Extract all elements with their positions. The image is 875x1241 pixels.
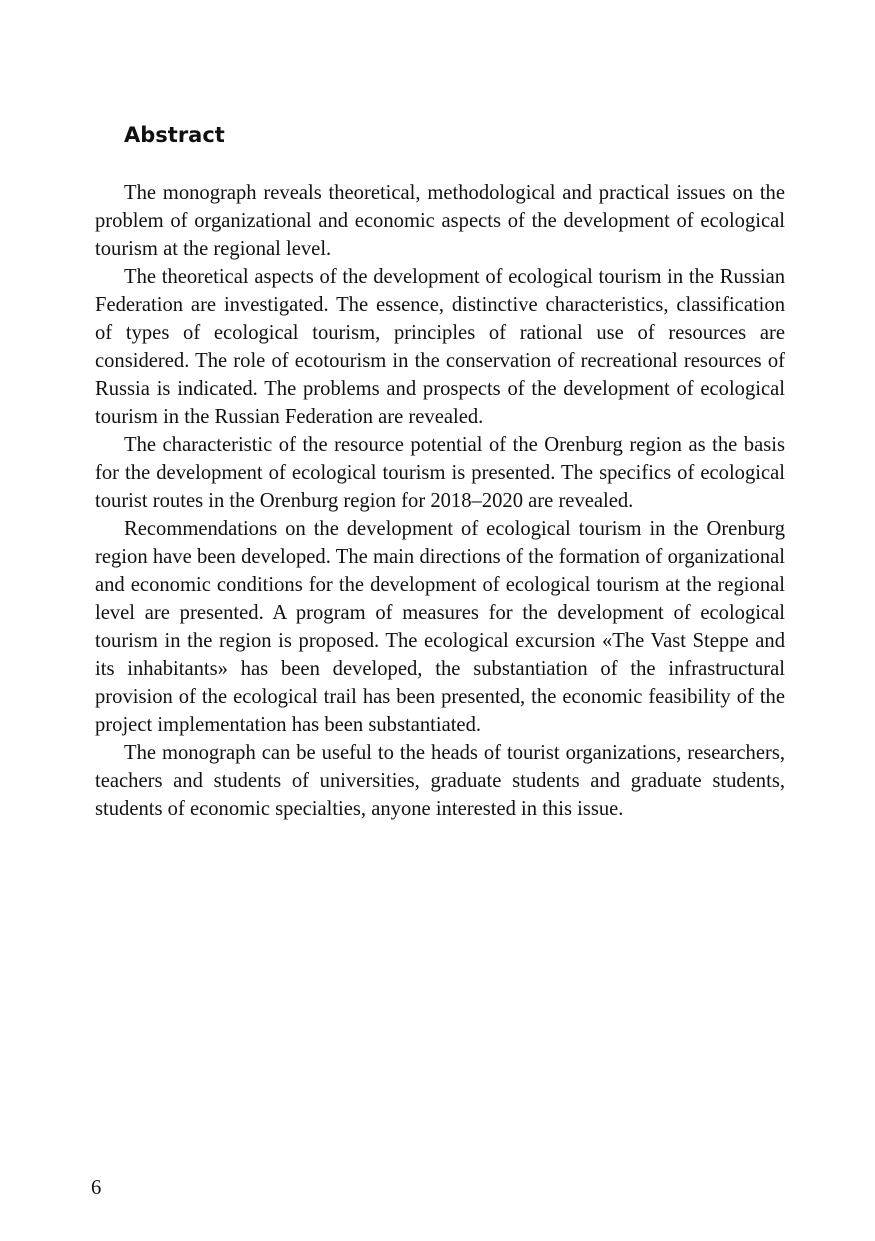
- paragraph: The monograph can be useful to the heads of tourist organizations, researchers, teachers and students of universities, graduate students and graduate students, students of economic specialties, anyone interested in this issue.: [95, 742, 785, 820]
- paragraph: The monograph reveals theoretical, methodological and practical issues on the problem of organizational and economic aspects of the development of ecological tourism at the regional level.: [95, 182, 785, 260]
- paragraph: Recommendations on the development of ecological tourism in the Orenburg region have been developed. The main directions of the formation of organizational and economic conditions for the development of ecological tourism at the regional level are presented. A program of measures for the development of ecological tourism in the region is proposed. The ecological excursion «The Vast Steppe and its inhabitants» has been developed, the substantiation of the infrastructural provision of the ecological trail has been presented, the economic feasibility of the project implementation has been substantiated.: [95, 518, 785, 736]
- paragraph: The characteristic of the resource potential of the Orenburg region as the basis for the development of ecological tourism is presented. The specifics of ecological tourist routes in the Orenburg region for 2018–2020 are revealed.: [95, 434, 785, 512]
- abstract-heading: Abstract: [124, 123, 225, 147]
- abstract-body: [95, 179, 785, 823]
- paragraph: The theoretical aspects of the development of ecological tourism in the Russian Federation are investigated. The essence, distinctive characteristics, classification of types of ecological tourism, principles of rational use of resources are considered. The role of ecotourism in the conservation of recreational resources of Russia is indicated. The problems and prospects of the development of ecological tourism in the Russian Federation are revealed.: [95, 266, 785, 428]
- page-number: 6: [91, 1177, 102, 1199]
